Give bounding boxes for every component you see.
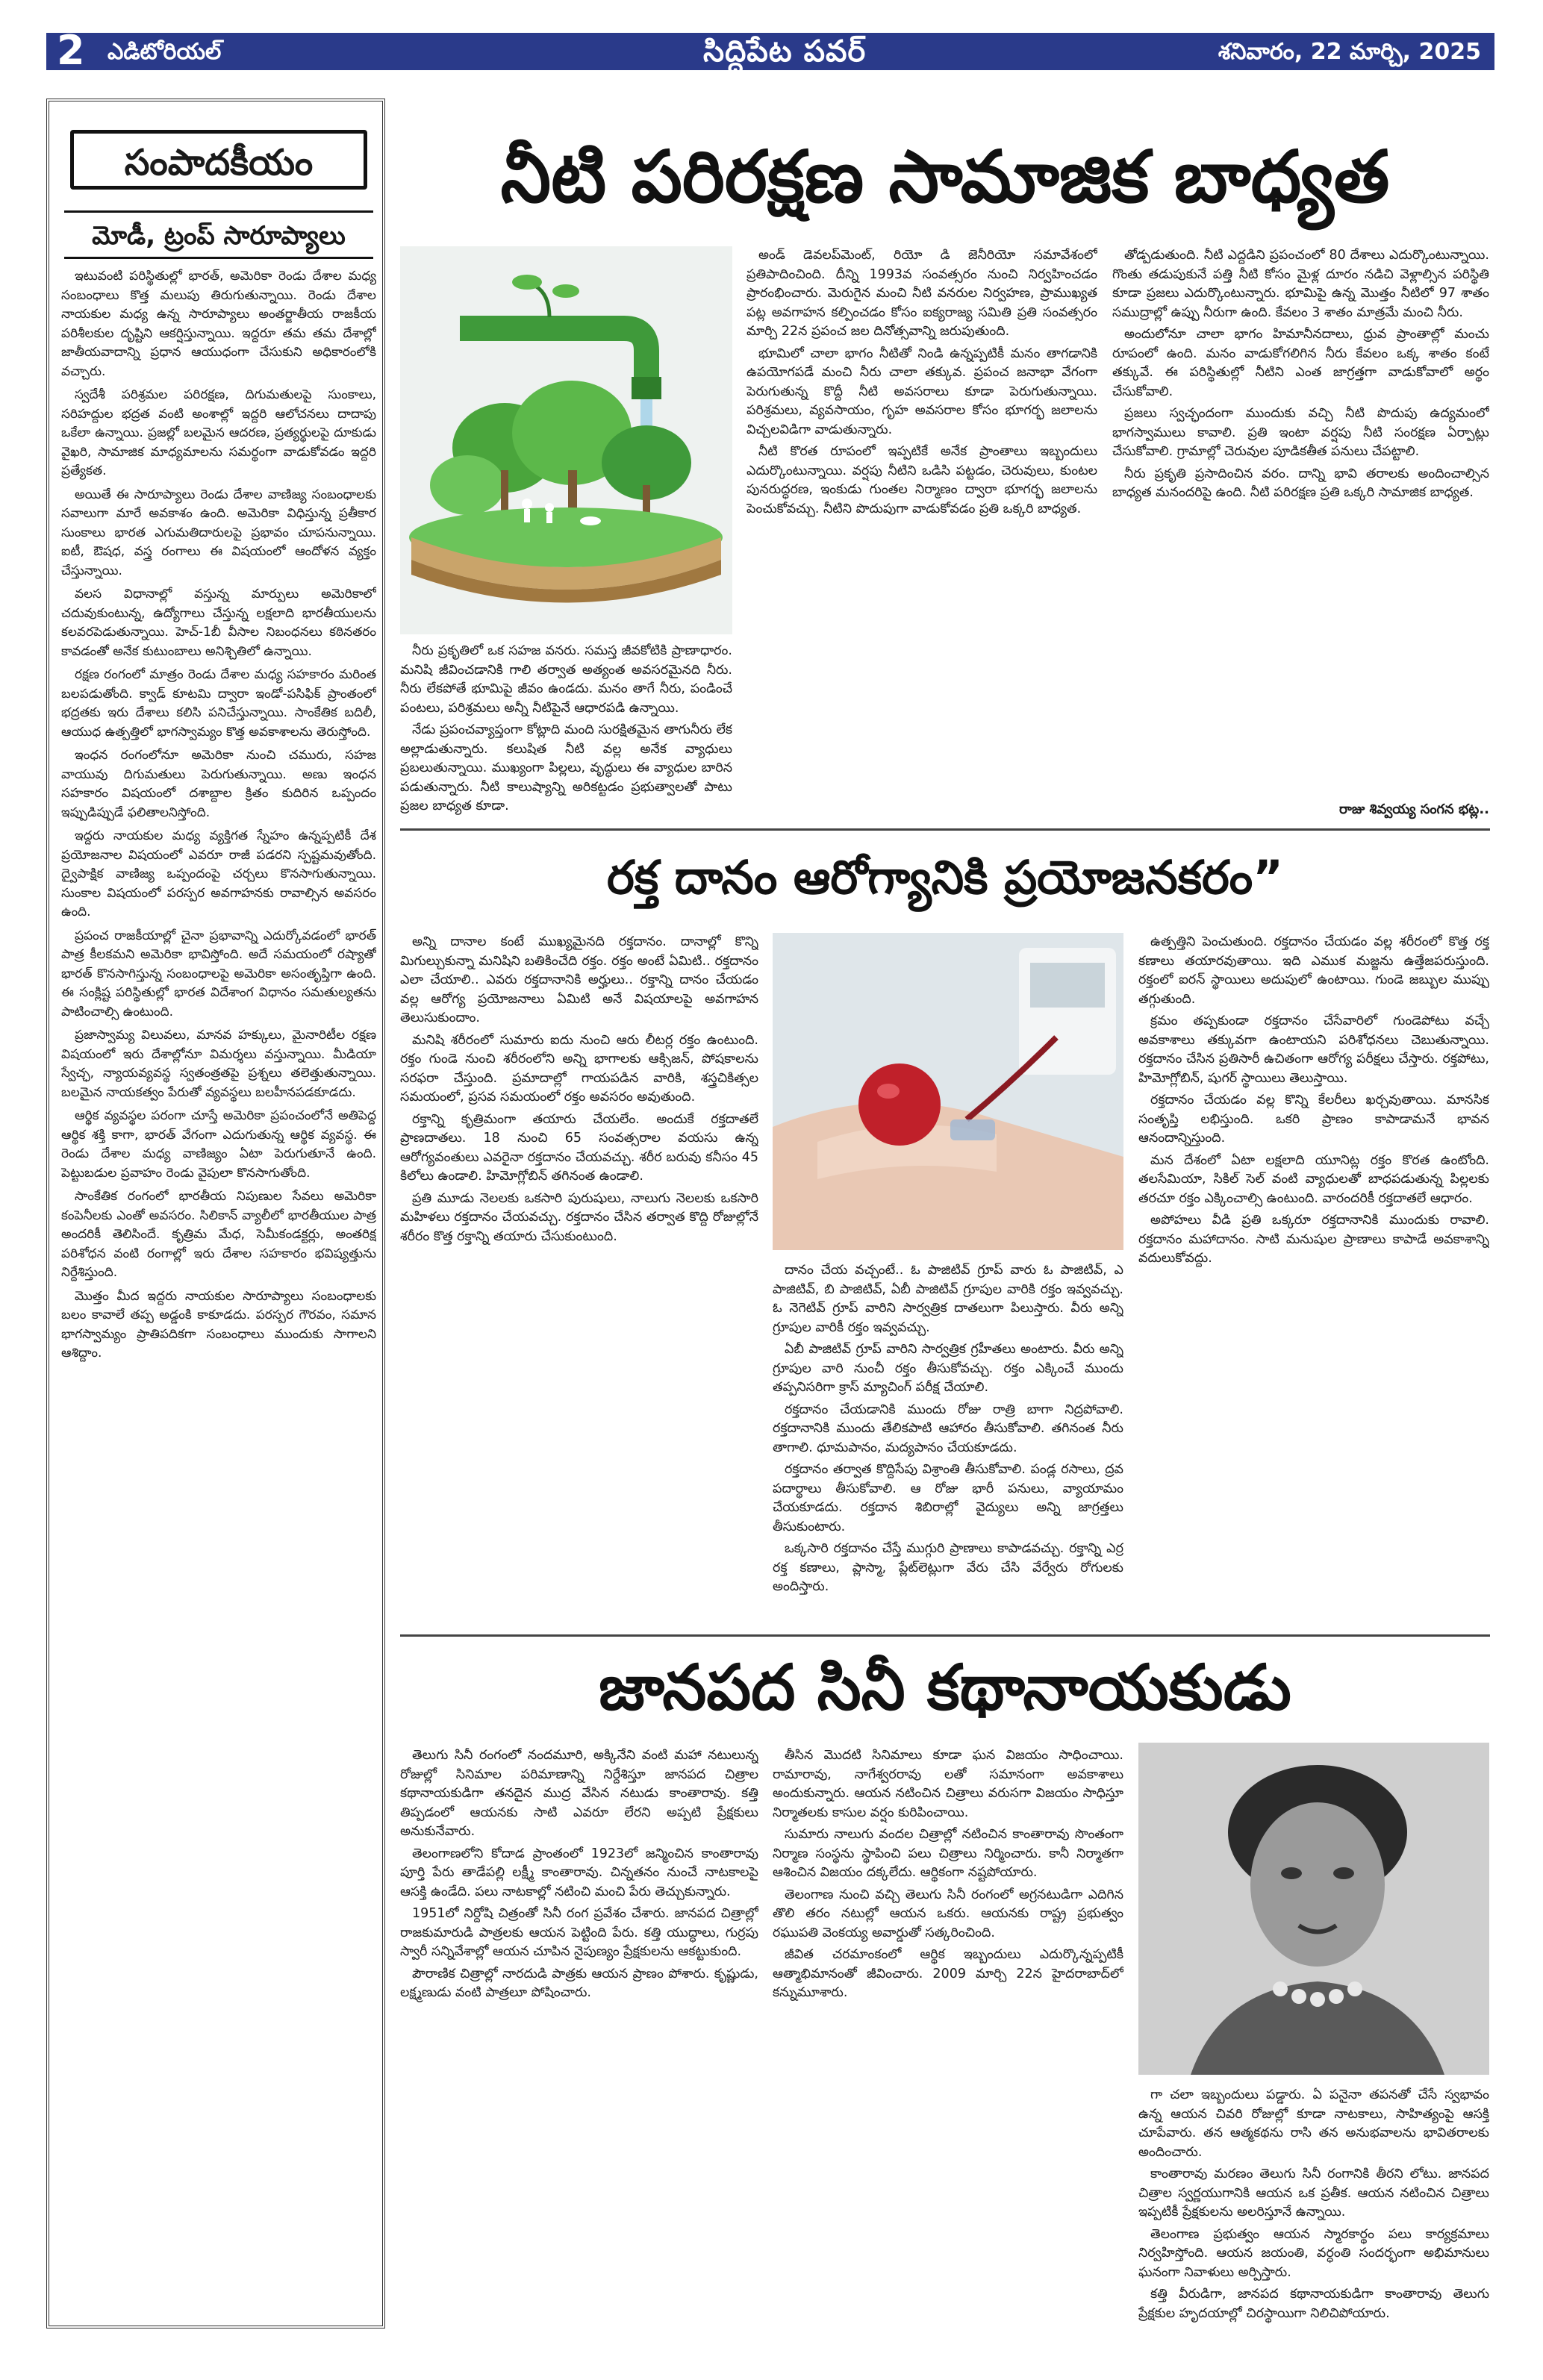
editorial-paragraph: ప్రజాస్వామ్య విలువలు, మానవ హక్కులు, మైనారిటీల రక్షణ విషయంలో ఇరు దేశాల్లోనూ విమర్శలు వస్తున్నాయి. మీడియా స్వేచ్ఛ, న్యాయవ్యవస్థ స్వతంత్రతపై ప్రశ్నలు తలెత్తుతున్నాయి. బలమైన నాయకత్వం పేరుతో వ్యవస్థలు బలహీనపడకూడదు. bbox=[61, 1028, 376, 1100]
article-paragraph: కత్తి వీరుడిగా, జానపద కథానాయకుడిగా కాంతారావు తెలుగు ప్రేక్షకుల హృదయాల్లో చిరస్థాయిగా నిలిచిపోయారు. bbox=[1138, 2287, 1489, 2321]
blood-donation-photo bbox=[773, 933, 1123, 1250]
article-paragraph: అందులోనూ చాలా భాగం హిమానీనదాలు, ధ్రువ ప్రాంతాల్లో మంచు రూపంలో ఉంది. మనం వాడుకోగలిగిన నీరు కేవలం ఒక్క శాతం కంటే తక్కువే. ఈ పరిస్థితుల్లో నీటిని ఎంత జాగ్రత్తగా వాడుకోవాలో అర్థం చేసుకోవాలి. bbox=[1112, 327, 1489, 399]
article-paragraph: నేడు ప్రపంచవ్యాప్తంగా కోట్లాది మంది సురక్షితమైన తాగునీరు లేక అల్లాడుతున్నారు. కలుషిత నీటి వల్ల అనేక వ్యాధులు ప్రబలుతున్నాయి. ముఖ్యంగా పిల్లలు, వృద్ధులు ఈ వ్యాధుల బారిన పడుతున్నారు. నీటి కాలుష్యాన్ని అరికట్టడం ప్రభుత్వాలతో పాటు ప్రజల బాధ్యత కూడా. bbox=[400, 722, 732, 813]
page-number: 2 bbox=[57, 27, 85, 74]
divider bbox=[64, 210, 373, 213]
article-paragraph: సుమారు నాలుగు వందల చిత్రాల్లో నటించిన కాంతారావు సొంతంగా నిర్మాణ సంస్థను స్థాపించి పలు చిత్రాలు నిర్మించారు. కానీ నిర్మాతగా ఆశించిన విజయం దక్కలేదు. ఆర్థికంగా నష్టపోయారు. bbox=[773, 1827, 1123, 1880]
article-paragraph: అన్ని దానాల కంటే ముఖ్యమైనది రక్తదానం. దానాల్లో కొన్ని మిగుల్చుకున్నా మనిషిని బతికించేది రక్తం. రక్తం అంటే ఏమిటి.. రక్తదానం ఎలా చేయాలి.. ఎవరు రక్తదానానికి అర్హులు.. రక్తాన్ని దానం చేయడం వల్ల ఆరోగ్య ప్రయోజనాలు ఏమిటి అనే విషయాలపై అవగాహన తెలుసుకుందాం. bbox=[400, 934, 758, 1025]
editorial-paragraph: ఇద్దరు నాయకుల మధ్య వ్యక్తిగత స్నేహం ఉన్నప్పటికీ దేశ ప్రయోజనాల విషయంలో ఎవరూ రాజీ పడరని స్పష్టమవుతోంది. ద్వైపాక్షిక వాణిజ్య ఒప్పందంపై చర్చలు కొనసాగుతున్నాయి. సుంకాల విషయంలో పరస్పర అవగాహనకు రావాల్సిన అవసరం ఉంది. bbox=[61, 828, 376, 919]
article-column bbox=[1138, 933, 1489, 1627]
article-paragraph: నీరు ప్రకృతిలో ఒక సహజ వనరు. సమస్త జీవకోటికి ప్రాణాధారం. మనిషి జీవించడానికి గాలి తర్వాత అత్యంత అవసరమైనది నీరు. నీరు లేకపోతే భూమిపై జీవం ఉండదు. మనం తాగే నీరు, పండించే పంటలు, పరిశ్రమలు అన్నీ నీటిపైనే ఆధారపడి ఉన్నాయి. bbox=[400, 643, 732, 716]
article-paragraph: 1951లో నిర్దోషి చిత్రంతో సినీ రంగ ప్రవేశం చేశారు. జానపద చిత్రాల్లో రాజకుమారుడి పాత్రలకు ఆయన పెట్టింది పేరు. కత్తి యుద్ధాలు, గుర్రపు స్వారీ సన్నివేశాల్లో ఆయన చూపిన నైపుణ్యం ప్రేక్షకులను ఆకట్టుకుంది. bbox=[400, 1906, 758, 1959]
editorial-label: సంపాదకీయం bbox=[70, 130, 367, 190]
article-paragraph: తెలంగాణ నుంచి వచ్చి తెలుగు సినీ రంగంలో అగ్రనటుడిగా ఎదిగిన తొలి తరం నటుల్లో ఆయన ఒకరు. ఆయనకు రాష్ట్ర ప్రభుత్వం రఘుపతి వెంకయ్య అవార్డుతో సత్కరించింది. bbox=[773, 1887, 1123, 1940]
editorial-paragraph: ప్రపంచ రాజకీయాల్లో చైనా ప్రభావాన్ని ఎదుర్కోవడంలో భారత్ పాత్ర కీలకమని అమెరికా భావిస్తోంది. అదే సమయంలో రష్యాతో భారత్ కొనసాగిస్తున్న సంబంధాలపై అమెరికా అసంతృప్తిగా ఉంది. ఈ సంక్లిష్ట పరిస్థితుల్లో భారత విదేశాంగ విధానం సమతుల్యతను పాటించాల్సి ఉంటుంది. bbox=[61, 928, 376, 1019]
article-paragraph: మనిషి శరీరంలో సుమారు ఐదు నుంచి ఆరు లీటర్ల రక్తం ఉంటుంది. రక్తం గుండె నుంచి శరీరంలోని అన్ని భాగాలకు ఆక్సిజన్, పోషకాలను సరఫరా చేస్తుంది. ప్రమాదాల్లో గాయపడిన వారికి, శస్త్రచికిత్సల సమయంలో, ప్రసవ సమయంలో రక్తం అవసరం అవుతుంది. bbox=[400, 1032, 758, 1105]
editorial-title: మోడీ, ట్రంప్ సారూప్యాలు bbox=[92, 221, 346, 251]
editorial-paragraph: సాంకేతిక రంగంలో భారతీయ నిపుణుల సేవలు అమెరికా కంపెనీలకు ఎంతో అవసరం. సిలికాన్ వ్యాలీలో భారతీయుల పాత్ర అందరికీ తెలిసిందే. కృత్రిమ మేధ, సెమీకండక్టర్లు, అంతరిక్ష పరిశోధన వంటి రంగాల్లో ఇరు దేశాల సహకారం భవిష్యత్తును నిర్దేశిస్తుంది. bbox=[61, 1189, 376, 1280]
article-paragraph: అపోహలు వీడి ప్రతి ఒక్కరూ రక్తదానానికి ముందుకు రావాలి. రక్తదానం మహాదానం. సాటి మనుషుల ప్రాణాలు కాపాడే అవకాశాన్ని వదులుకోవద్దు. bbox=[1138, 1213, 1489, 1266]
article-paragraph: పౌరాణిక చిత్రాల్లో నారదుడి పాత్రకు ఆయన ప్రాణం పోశారు. కృష్ణుడు, లక్ష్మణుడు వంటి పాత్రలూ పోషించారు. bbox=[400, 1966, 758, 2000]
editorial-paragraph: ఆర్థిక వ్యవస్థల పరంగా చూస్తే అమెరికా ప్రపంచంలోనే అతిపెద్ద ఆర్థిక శక్తి కాగా, భారత్ వేగంగా ఎదుగుతున్న ఆర్థిక వ్యవస్థ. ఈ రెండు దేశాల మధ్య వాణిజ్యం ఏటా పెరుగుతూనే ఉంది. పెట్టుబడుల ప్రవాహం రెండు వైపులా కొనసాగుతోంది. bbox=[61, 1108, 376, 1181]
article-paragraph: తెలంగాణ ప్రభుత్వం ఆయన స్మారకార్థం పలు కార్యక్రమాలు నిర్వహిస్తోంది. ఆయన జయంతి, వర్ధంతి సందర్భంగా అభిమానులు ఘనంగా నివాళులు అర్పిస్తారు. bbox=[1138, 2226, 1489, 2280]
editorial-paragraph: స్వదేశీ పరిశ్రమల పరిరక్షణ, దిగుమతులపై సుంకాలు, సరిహద్దుల భద్రత వంటి అంశాల్లో ఇద్దరి ఆలోచనలు దాదాపు ఒకేలా ఉన్నాయి. ప్రజల్లో బలమైన ఆదరణ, ప్రత్యర్థులపై దూకుడు వైఖరి, సామాజిక మాధ్యమాలను సమర్థంగా వాడుకోవడం ఇద్దరి ప్రత్యేకత. bbox=[61, 387, 376, 478]
article-paragraph bbox=[400, 819, 732, 822]
article-column bbox=[400, 933, 758, 1627]
blood-donation-icon bbox=[773, 933, 1123, 1250]
article-paragraph: ఏబీ పాజిటివ్ గ్రూప్ వారిని సార్వత్రిక గ్రహీతలు అంటారు. వీరు అన్ని గ్రూపుల వారి నుంచీ రక్తం తీసుకోవచ్చు. రక్తం ఎక్కించే ముందు తప్పనిసరిగా క్రాస్ మ్యాచింగ్ పరీక్ష చేయాలి. bbox=[773, 1342, 1123, 1395]
article-paragraph: తోడ్పడుతుంది. నీటి ఎద్దడిని ప్రపంచంలో 80 దేశాలు ఎదుర్కొంటున్నాయి. గొంతు తడుపుకునే పత్తి నీటి కోసం మైళ్ల దూరం నడిచి వెళ్లాల్సిన పరిస్థితి కూడా ప్రజలు ఎదుర్కొంటున్నారు. భూమిపై ఉన్న మొత్తం నీటిలో 97 శాతం సముద్రాల్లో ఉప్పు నీరుగా ఉంది. కేవలం 3 శాతం మాత్రమే మంచి నీరు. bbox=[1112, 248, 1489, 320]
masthead-bar bbox=[46, 27, 1494, 74]
article-column bbox=[1112, 246, 1489, 799]
article-paragraph: మన దేశంలో ఏటా లక్షలాది యూనిట్ల రక్తం కొరత ఉంటోంది. తలసేమియా, సికిల్ సెల్ వంటి వ్యాధులతో బాధపడుతున్న పిల్లలకు తరచూ రక్తం ఎక్కించాల్సి ఉంటుంది. వారందరికీ రక్తదాతలే ఆధారం. bbox=[1138, 1152, 1489, 1206]
water-conservation-illustration bbox=[400, 246, 732, 634]
article-paragraph: అండ్ డెవలప్‌మెంట్, రియో డి జెనీరియో సమావేశంలో ప్రతిపాదించింది. దీన్ని 1993వ సంవత్సరం నుంచి నిర్వహించడం ప్రారంభించారు. మెరుగైన మంచి నీటి వనరుల నిర్వహణ, ప్రాముఖ్యత పట్ల అవగాహన కల్పించడం కోసం ఐక్యరాజ్య సమితి ప్రతి సంవత్సరం మార్చి 22న ప్రపంచ జల దినోత్సవాన్ని జరుపుతుంది. bbox=[746, 248, 1097, 339]
article-column bbox=[1138, 2086, 1489, 2343]
newspaper-brand: సిద్దిపేట పవర్ bbox=[703, 34, 867, 69]
article-byline: రాజు శివ్వయ్య సంగన భట్ల.. bbox=[1339, 802, 1489, 817]
article-paragraph: తీసిన మొదటి సినిమాలు కూడా ఘన విజయం సాధించాయి. రామారావు, నాగేశ్వరరావు లతో సమానంగా అవకాశాలు అందుకున్నారు. ఆయన నటించిన చిత్రాలు వరుసగా విజయం సాధిస్తూ నిర్మాతలకు కాసుల వర్షం కురిపించాయి. bbox=[773, 1748, 1123, 1820]
article-paragraph: ఒక్కసారి రక్తదానం చేస్తే ముగ్గురి ప్రాణాలు కాపాడవచ్చు. రక్తాన్ని ఎర్ర రక్త కణాలు, ప్లాస్మా, ప్లేట్‌లెట్లుగా వేరు చేసి వేర్వేరు రోగులకు అందిస్తారు. bbox=[773, 1541, 1123, 1594]
article-headline-folk-hero: జానపద సినీ కథానాయకుడు bbox=[599, 1651, 1291, 1724]
article-paragraph: దానం చేయ వచ్చంటే.. ఓ పాజిటివ్ గ్రూప్ వారు ఓ పాజిటివ్, ఎ పాజిటివ్, బి పాజిటివ్, ఏబీ పాజిటివ్ గ్రూపుల వారికి రక్తం ఇవ్వవచ్చు. ఓ నెగెటివ్ గ్రూప్ వారిని సార్వత్రిక దాతలుగా పిలుస్తారు. వీరు అన్ని గ్రూపుల వారికీ రక్తం ఇవ్వవచ్చు. bbox=[773, 1263, 1123, 1335]
portrait-icon bbox=[1138, 1743, 1489, 2075]
divider bbox=[400, 1634, 1490, 1637]
editorial-column bbox=[46, 99, 385, 2329]
article-paragraph: జీవిత చరమాంకంలో ఆర్థిక ఇబ్బందులు ఎదుర్కొన్నప్పటికీ ఆత్మాభిమానంతో జీవించారు. 2009 మార్చి 22న హైదరాబాద్‌లో కన్నుమూశారు. bbox=[773, 1947, 1123, 2000]
tree-tap-icon bbox=[400, 246, 732, 634]
divider bbox=[400, 828, 1490, 831]
issue-date: శనివారం, 22 మార్చి, 2025 bbox=[1218, 39, 1481, 65]
editorial-paragraph: మొత్తం మీద ఇద్దరు నాయకుల సారూప్యాలు సంబంధాలకు బలం కావాలే తప్ప అడ్డంకి కాకూడదు. పరస్పర గౌరవం, సమాన భాగస్వామ్యం ప్రాతిపదికగా సంబంధాలు ముందుకు సాగాలని ఆశిద్దాం. bbox=[61, 1288, 376, 1361]
article-paragraph: గా చలా ఇబ్బందులు పడ్డారు. ఏ పనైనా తపనతో చేసే స్వభావం ఉన్న ఆయన చివరి రోజుల్లో కూడా నాటకాలు, సాహిత్యంపై ఆసక్తి చూపేవారు. తన ఆత్మకథను రాసి తన అనుభవాలను భావితరాలకు అందించారు. bbox=[1138, 2087, 1489, 2160]
section-name: ఎడిటోరియల్ bbox=[107, 39, 222, 65]
editorial-body bbox=[61, 267, 376, 2324]
divider bbox=[64, 257, 373, 259]
article-paragraph: తెలంగాణలోని కోదాడ ప్రాంతంలో 1923లో జన్మించిన కాంతారావు పూర్తి పేరు తాడేపల్లి లక్ష్మీ కాంతారావు. చిన్నతనం నుంచే నాటకాలపై ఆసక్తి ఉండేది. పలు నాటకాల్లో నటించి మంచి పేరు తెచ్చుకున్నారు. bbox=[400, 1846, 758, 1899]
article-paragraph: ఉత్పత్తిని పెంచుతుంది. రక్తదానం చేయడం వల్ల శరీరంలో కొత్త రక్త కణాలు తయారవుతాయి. ఇది ఎముక మజ్జను ఉత్తేజపరుస్తుంది. రక్తంలో ఐరన్ స్థాయిలు అదుపులో ఉంటాయి. గుండె జబ్బుల ముప్పు తగ్గుతుంది. bbox=[1138, 934, 1489, 1007]
article-headline-water: నీటి పరిరక్షణ సామాజిక బాధ్యత bbox=[500, 135, 1390, 219]
editorial-paragraph: ఇంధన రంగంలోనూ అమెరికా నుంచి చమురు, సహజ వాయువు దిగుమతులు పెరుగుతున్నాయి. అణు ఇంధన సహకారం విషయంలో దశాబ్దాల క్రితం కుదిరిన ఒప్పందం ఇప్పుడిప్పుడే ఫలితాలనిస్తోంది. bbox=[61, 748, 376, 820]
article-column bbox=[400, 642, 732, 821]
article-paragraph: ప్రజలు స్వచ్ఛందంగా ముందుకు వచ్చి నీటి పొదుపు ఉద్యమంలో భాగస్వాములు కావాలి. ప్రతి ఇంటా వర్షపు నీటి సంరక్షణ ఏర్పాట్లు చేసుకోవాలి. గ్రామాల్లో చెరువుల పూడికతీత పనులు చేపట్టాలి. bbox=[1112, 406, 1489, 459]
article-paragraph: నీటి కొరత రూపంలో ఇప్పటికే అనేక ప్రాంతాలు ఇబ్బందులు ఎదుర్కొంటున్నాయి. వర్షపు నీటిని ఒడిసి పట్టడం, చెరువులు, కుంటల పునరుద్ధరణ, ఇంకుడు గుంతల నిర్మాణం ద్వారా భూగర్భ జలాలను పెంచుకోవచ్చు. నీటిని పొదుపుగా వాడుకోవడం ప్రతి ఒక్కరి బాధ్యత. bbox=[746, 444, 1097, 516]
article-column bbox=[773, 1261, 1123, 1627]
article-paragraph: రక్తాన్ని కృత్రిమంగా తయారు చేయలేం. అందుకే రక్తదాతలే ప్రాణదాతలు. 18 నుంచి 65 సంవత్సరాల వయసు ఉన్న ఆరోగ్యవంతులు ఎవరైనా రక్తదానం చేయవచ్చు. శరీర బరువు కనీసం 45 కిలోలు ఉండాలి. హిమోగ్లోబిన్ తగినంత ఉండాలి. bbox=[400, 1111, 758, 1184]
editorial-paragraph: రక్షణ రంగంలో మాత్రం రెండు దేశాల మధ్య సహకారం మరింత బలపడుతోంది. క్వాడ్ కూటమి ద్వారా ఇండో-పసిఫిక్ ప్రాంతంలో భద్రతకు ఇరు దేశాలు కలిసి పనిచేస్తున్నాయి. సాంకేతిక బదిలీ, ఆయుధ ఉత్పత్తిలో భాగస్వామ్యం కొత్త అవకాశాలను తెరుస్తోంది. bbox=[61, 667, 376, 740]
editorial-paragraph: ఇటువంటి పరిస్థితుల్లో భారత్, అమెరికా రెండు దేశాల మధ్య సంబంధాలు కొత్త మలుపు తిరుగుతున్నాయి. రెండు దేశాల నాయకుల మధ్య ఉన్న సారూప్యాలు అంతర్జాతీయ రాజకీయ పరిశీలకుల దృష్టిని ఆకర్షిస్తున్నాయి. ఇద్దరూ తమ తమ దేశాల్లో జాతీయవాదాన్ని ప్రధాన ఆయుధంగా చేసుకుని అధికారంలోకి వచ్చారు. bbox=[61, 269, 376, 379]
article-paragraph: నీరు ప్రకృతి ప్రసాదించిన వరం. దాన్ని భావి తరాలకు అందించాల్సిన బాధ్యత మనందరిపై ఉంది. నీటి పరిరక్షణ ప్రతి ఒక్కరి సామాజిక బాధ్యత. bbox=[1112, 466, 1489, 500]
article-paragraph: భూమిలో చాలా భాగం నీటితో నిండి ఉన్నప్పటికీ మనం తాగడానికి ఉపయోగపడే మంచి నీరు చాలా తక్కువ. ప్రపంచ జనాభా వేగంగా పెరుగుతున్న కొద్దీ నీటి అవసరాలు కూడా పెరుగుతున్నాయి. పరిశ్రమలు, వ్యవసాయం, గృహ అవసరాల కోసం భూగర్భ జలాలను విచ్చలవిడిగా వాడుతున్నారు. bbox=[746, 346, 1097, 437]
article-column bbox=[400, 1746, 758, 2343]
article-column bbox=[746, 246, 1097, 821]
article-headline-blood: రక్త దానం ఆరోగ్యానికి ప్రయోజనకరం” bbox=[607, 850, 1283, 905]
article-paragraph: రక్తదానం తర్వాత కొద్దిసేపు విశ్రాంతి తీసుకోవాలి. పండ్ల రసాలు, ద్రవ పదార్థాలు తీసుకోవాలి. ఆ రోజు భారీ పనులు, వ్యాయామం చేయకూడదు. రక్తదాన శిబిరాల్లో వైద్యులు అన్ని జాగ్రత్తలు తీసుకుంటారు. bbox=[773, 1462, 1123, 1534]
actor-portrait-photo bbox=[1138, 1743, 1489, 2075]
article-paragraph: ప్రతి మూడు నెలలకు ఒకసారి పురుషులు, నాలుగు నెలలకు ఒకసారి మహిళలు రక్తదానం చేయవచ్చు. రక్తదానం చేసిన తర్వాత కొద్ది రోజుల్లోనే శరీరం కొత్త రక్తాన్ని తయారు చేసుకుంటుంది. bbox=[400, 1190, 758, 1244]
article-paragraph: రక్తదానం చేయడానికి ముందు రోజు రాత్రి బాగా నిద్రపోవాలి. రక్తదానానికి ముందు తేలికపాటి ఆహారం తీసుకోవాలి. తగినంత నీరు తాగాలి. ధూమపానం, మద్యపానం చేయకూడదు. bbox=[773, 1402, 1123, 1455]
editorial-paragraph: వలస విధానాల్లో వస్తున్న మార్పులు అమెరికాలో చదువుకుంటున్న, ఉద్యోగాలు చేస్తున్న లక్షలాది భారతీయులను కలవరపెడుతున్నాయి. హెచ్-1బీ వీసాల నిబంధనలు కఠినతరం కావడంతో అనేక కుటుంబాలు అనిశ్చితిలో ఉన్నాయి. bbox=[61, 587, 376, 659]
article-paragraph: క్రమం తప్పకుండా రక్తదానం చేసేవారిలో గుండెపోటు వచ్చే అవకాశాలు తక్కువగా ఉంటాయని పరిశోధనలు చెబుతున్నాయి. రక్తదానం చేసిన ప్రతిసారీ ఉచితంగా ఆరోగ్య పరీక్షలు చేస్తారు. రక్తపోటు, హిమోగ్లోబిన్, షుగర్ స్థాయిలు తెలుస్తాయి. bbox=[1138, 1013, 1489, 1086]
article-column bbox=[773, 1746, 1123, 2343]
editorial-paragraph: అయితే ఈ సారూప్యాలు రెండు దేశాల వాణిజ్య సంబంధాలకు సవాలుగా మారే అవకాశం ఉంది. అమెరికా విధిస్తున్న ప్రతీకార సుంకాలు భారత ఎగుమతిదారులపై ప్రభావం చూపనున్నాయి. ఐటీ, ఔషధ, వస్త్ర రంగాలు ఈ విషయంలో ఆందోళన వ్యక్తం చేస్తున్నాయి. bbox=[61, 487, 376, 578]
article-paragraph: కాంతారావు మరణం తెలుగు సినీ రంగానికి తీరని లోటు. జానపద చిత్రాల స్వర్ణయుగానికి ఆయన ఒక ప్రతీక. ఆయన నటించిన చిత్రాలు ఇప్పటికీ ప్రేక్షకులను అలరిస్తూనే ఉన్నాయి. bbox=[1138, 2167, 1489, 2220]
article-paragraph: రక్తదానం చేయడం వల్ల కొన్ని కేలరీలు ఖర్చవుతాయి. మానసిక సంతృప్తి లభిస్తుంది. ఒకరి ప్రాణం కాపాడామనే భావన ఆనందాన్నిస్తుంది. bbox=[1138, 1093, 1489, 1146]
article-paragraph: తెలుగు సినీ రంగంలో నందమూరి, అక్కినేని వంటి మహా నటులున్న రోజుల్లో సినిమాల పరిమాణాన్ని నిర్దేశిస్తూ జానపద చిత్రాల కథానాయకుడిగా తనదైన ముద్ర వేసిన నటుడు కాంతారావు. కత్తి తిప్పడంలో ఆయనకు సాటి ఎవరూ లేరని అప్పటి ప్రేక్షకులు అనుకునేవారు. bbox=[400, 1748, 758, 1839]
